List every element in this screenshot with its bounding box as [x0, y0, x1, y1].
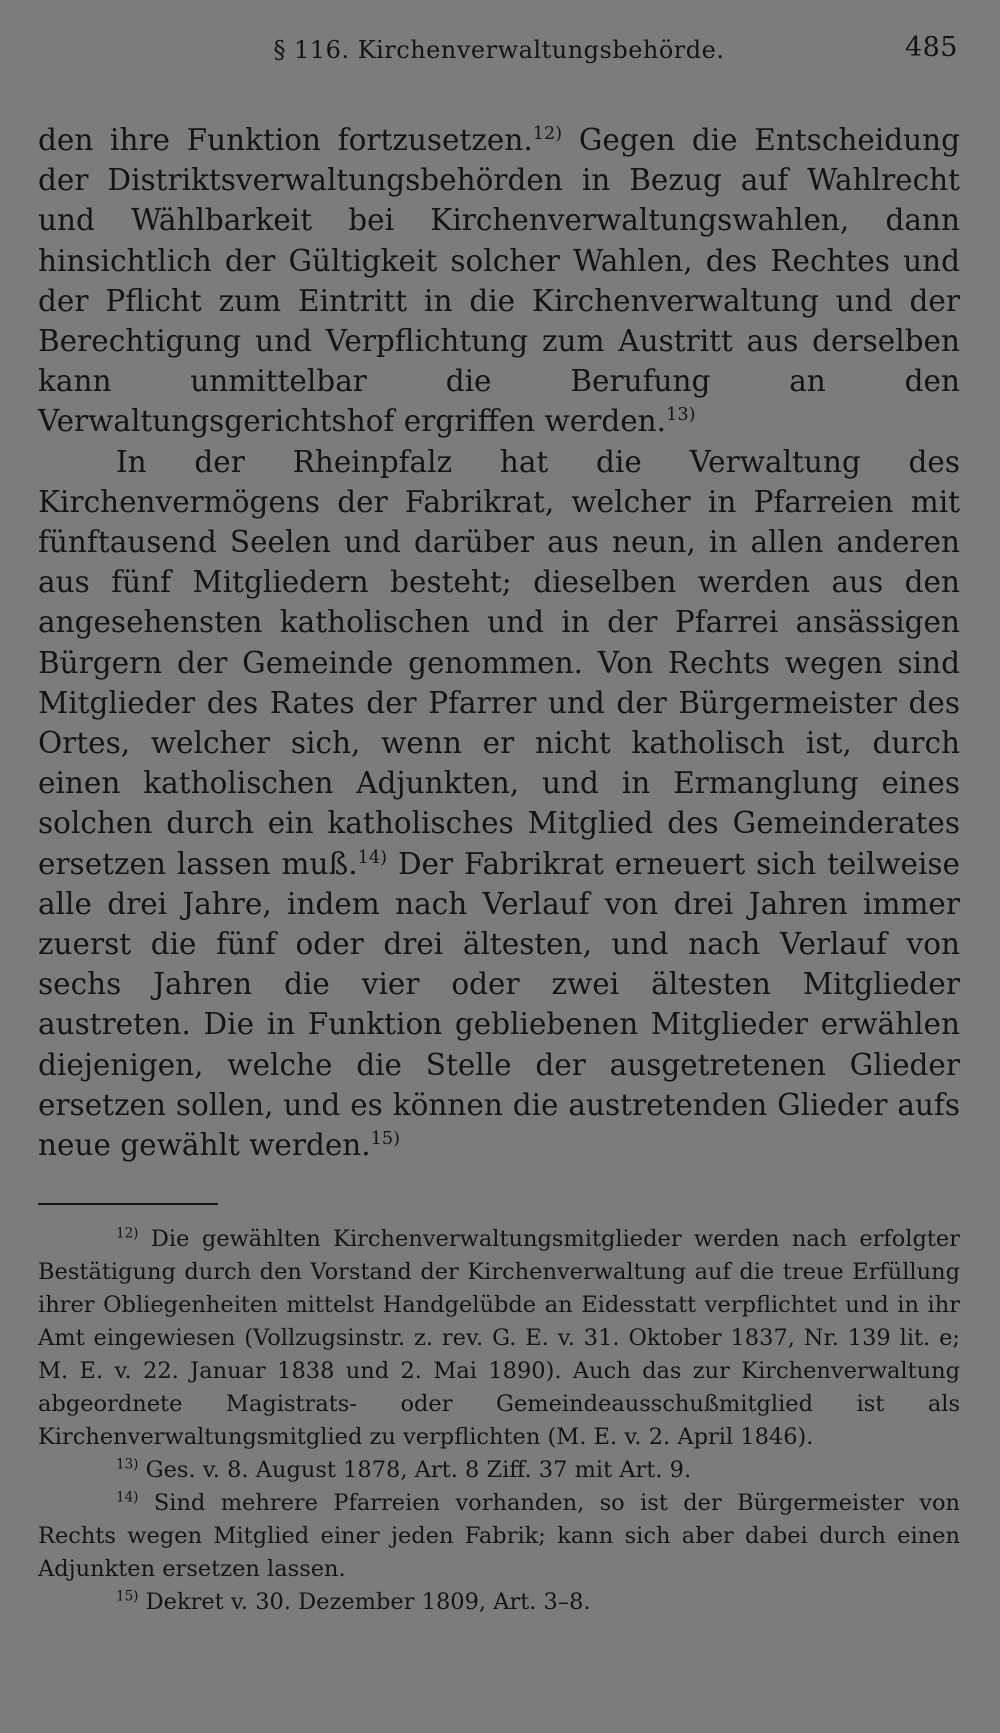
footnote-mark: 12): [116, 1225, 139, 1242]
paragraph-text: Der Fabrikrat erneuert sich teilweise alle drei Jahre, indem nach Verlauf von drei Jahren immer zuerst die fünf oder drei ältesten, und nach Verlauf von sechs Jahren die vier oder zwei ältesten Mitglieder austreten. Die in Funktion gebliebenen Mitglieder erwählen diejenigen, welche die Stelle der ausgetretenen Glieder ersetzen sollen, und es können die austretenden Glieder aufs neue gewählt werden.: [38, 846, 960, 1163]
running-head: [38, 28, 960, 72]
footnote-15: [38, 1586, 960, 1619]
footnote-reference: 15): [370, 1129, 401, 1150]
page-number: 485: [904, 32, 958, 63]
footnote-12: [38, 1223, 960, 1454]
footnote-mark: 14): [116, 1489, 139, 1506]
footnote-text: Dekret v. 30. Dezember 1809, Art. 3–8.: [138, 1589, 591, 1616]
paragraph-text: In der Rheinpfalz hat die Verwaltung des Kirchenvermögens der Fabrikrat, welcher in Pfarreien mit fünftausend Seelen und darüber aus neun, in allen anderen aus fünf Mitgliedern besteht; dieselben werden aus den angesehensten katholischen und in der Pfarrei ansässigen Bürgern der Gemeinde genommen. Von Rechts wegen sind Mitglieder des Rates der Pfarrer und der Bürgermeister des Ortes, welcher sich, wenn er nicht katholisch ist, durch einen katholischen Adjunkten, und in Ermanglung eines solchen durch ein katholisches Mitglied des Gemeinderates ersetzen lassen muß.: [38, 444, 960, 881]
footnote-mark: 15): [116, 1588, 139, 1605]
paragraph-rheinpfalz: [38, 442, 960, 1166]
body-text: [38, 120, 960, 1165]
footnote-text: Ges. v. 8. August 1878, Art. 8 Ziff. 37 mit Art. 9.: [138, 1457, 692, 1484]
footnote-reference: 13): [666, 405, 696, 426]
book-page: [38, 28, 960, 1708]
paragraph-continued: [38, 120, 960, 442]
footnote-divider: [38, 1203, 218, 1205]
footnote-reference: 14): [357, 847, 388, 868]
paragraph-text: den ihre Funktion fortzusetzen.: [38, 123, 533, 157]
footnote-13: [38, 1454, 960, 1487]
footnote-reference: 12): [532, 124, 563, 145]
footnote-text: Die gewählten Kirchenverwaltungsmitglieder werden nach erfolgter Bestätigung durch den Vorstand der Kirchenverwaltung auf die treue Erfüllung ihrer Obliegenheiten mittelst Handgelübde an Eidesstatt verpflichtet und in ihr Amt eingewiesen (Vollzugsinstr. z. rev. G. E. v. 31. Oktober 1837, Nr. 139 lit. e; M. E. v. 22. Januar 1838 und 2. Mai 1890). Auch das zur Kirchenverwaltung abgeordnete Magistrats- oder Gemeindeausschußmitglied ist als Kirchenverwaltungsmitglied zu verpflichten (M. E. v. 2. April 1846).: [38, 1226, 960, 1451]
paragraph-text: Gegen die Entscheidung der Distriktsverwaltungsbehörden in Bezug auf Wahlrecht und Wählbarkeit bei Kirchenverwaltungswahlen, dann hinsichtlich der Gültigkeit solcher Wahlen, des Rechtes und der Pflicht zum Eintritt in die Kirchenverwaltung und der Berechtigung und Verpflichtung zum Austritt aus derselben kann unmittelbar die Berufung an den Verwaltungsgerichtshof ergriffen werden.: [38, 123, 960, 439]
section-title: § 116. Kirchenverwaltungsbehörde.: [273, 36, 725, 64]
footnotes: [38, 1223, 960, 1619]
footnote-14: [38, 1487, 960, 1586]
footnote-mark: 13): [116, 1456, 139, 1473]
footnote-text: Sind mehrere Pfarreien vorhanden, so ist der Bürgermeister von Rechts wegen Mitglied einer jeden Fabrik; kann sich aber dabei durch einen Adjunkten ersetzen lassen.: [38, 1490, 960, 1583]
